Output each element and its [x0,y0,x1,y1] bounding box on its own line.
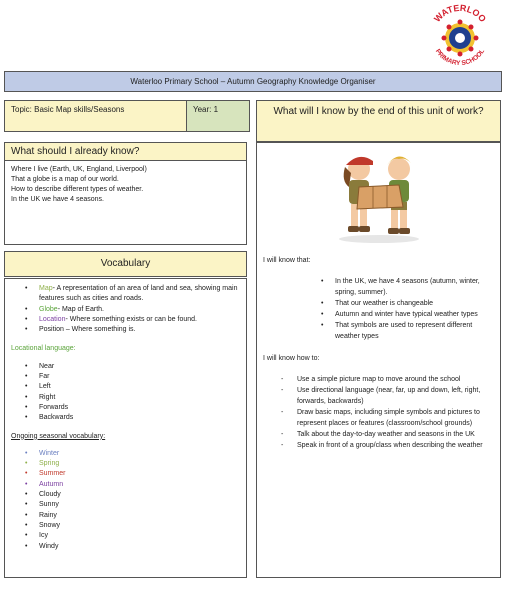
year-label: Year: 1 [186,100,250,132]
know-how-section [263,353,495,451]
already-know-heading: What should I already know? [4,142,247,161]
list-item: - Speak in front of a group/class when describing the weather [263,440,495,451]
already-line: In the UK we have 4 seasons. [11,196,104,203]
know-how-heading: I will know how to: [263,355,320,362]
locational-heading: Locational language: [11,345,76,353]
vocabulary-heading: Vocabulary [4,251,247,277]
definitions-list [11,284,240,335]
logo-text-bottom: PRIMARY SCHOOL [433,47,487,68]
already-line: That a globe is a map of our world. [11,176,119,183]
list-item: • Far [11,372,240,382]
list-item: - Draw basic maps, including simple symbols and pictures to represent places or features (classroom/school grounds) [263,407,495,429]
list-item: • Right [11,393,240,403]
already-line: Where I live (Earth, UK, England, Liverpool) [11,166,147,173]
definition-item: • Globe- Map of Earth. [11,305,240,315]
definition-item: • Position – Where something is. [11,325,240,335]
list-item: • Cloudy [11,490,240,500]
list-item: • Icy [11,531,240,541]
list-item: • Autumn [11,480,240,490]
list-item: • Left [11,382,240,392]
learning-outcomes [256,142,501,578]
know-that-section [263,255,495,342]
locational-list [11,362,240,424]
already-line: How to describe different types of weather. [11,186,144,193]
list-item: • Snowy [11,521,240,531]
seasonal-list [11,449,240,552]
list-item: • Winter [11,449,240,459]
facts-list [263,276,495,342]
definition-item: • Location- Where something exists or can be found. [11,315,240,325]
list-item: • In the UK, we have 4 seasons (autumn, winter, spring, summer). [263,276,495,298]
list-item: • Autumn and winter have typical weather types [263,309,495,320]
list-item: • Backwards [11,413,240,423]
vocabulary-body [4,278,247,578]
know-end-heading: What will I know by the end of this unit of work? [256,100,501,142]
list-item: • Sunny [11,500,240,510]
list-item: • Forwards [11,403,240,413]
list-item: - Use a simple picture map to move around the school [263,374,495,385]
school-logo [424,4,496,70]
definition-item: • Map- A representation of an area of land and sea, showing main features such as cities and roads. [11,284,240,305]
list-item: • That our weather is changeable [263,298,495,309]
list-item: • Near [11,362,240,372]
list-item: - Use directional language (near, far, up and down, left, right, forwards, backwards) [263,385,495,407]
list-item: • Summer [11,469,240,479]
list-item: • That symbols are used to represent different weather types [263,320,495,342]
skills-list [263,374,495,451]
list-item: • Spring [11,459,240,469]
list-item: • Windy [11,542,240,552]
page-title: Waterloo Primary School – Autumn Geography Knowledge Organiser [4,71,502,92]
already-know-body [4,160,247,245]
children-map-illustration [329,147,429,245]
logo-text-top: WATERLOO [431,4,489,24]
topic-label: Topic: Basic Map skills/Seasons [4,100,187,132]
know-that-heading: I will know that: [263,257,311,264]
list-item: - Talk about the day-to-day weather and seasons in the UK [263,429,495,440]
seasonal-heading: Ongoing seasonal vocabulary: [11,432,106,440]
list-item: • Rainy [11,511,240,521]
